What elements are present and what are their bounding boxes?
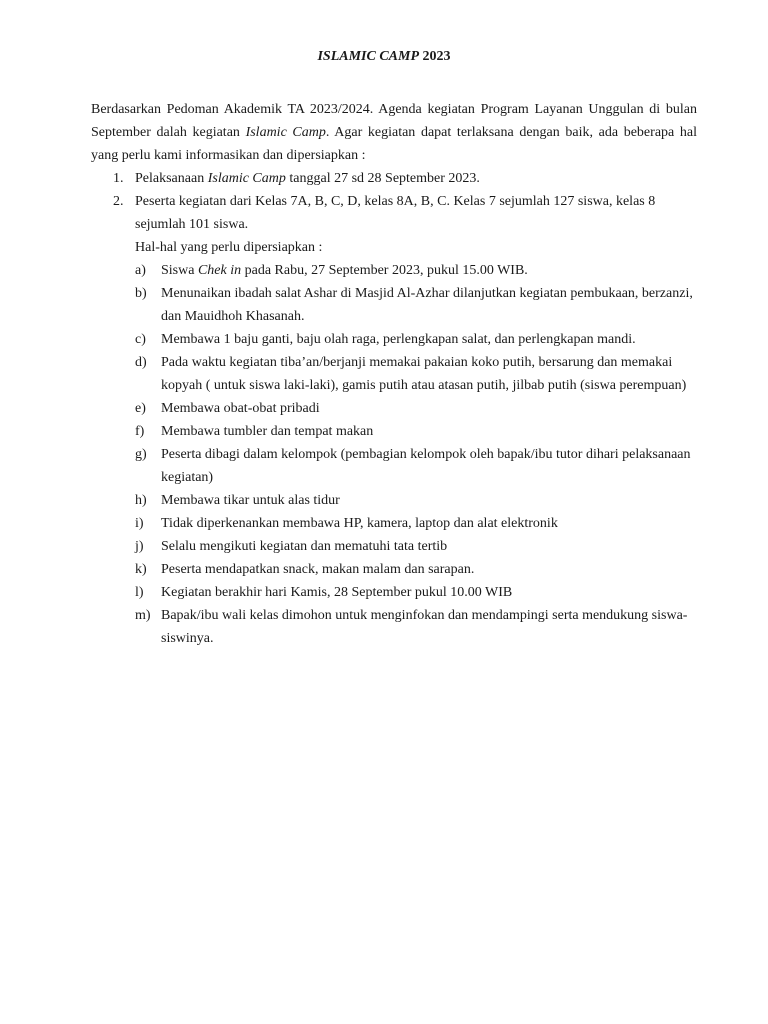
prep-text: Pada waktu kegiatan tiba’an/berjanji memakai pakaian koko putih, bersarung dan memakai kopyah ( untuk siswa laki-laki), gamis putih atau atasan putih, jilbab putih (siswa perempuan) xyxy=(161,355,687,393)
prep-item-m xyxy=(135,604,697,650)
prep-text: Peserta mendapatkan snack, makan malam dan sarapan. xyxy=(161,562,475,577)
prep-marker: e) xyxy=(135,401,146,416)
prep-text: Peserta dibagi dalam kelompok (pembagian kelompok oleh bapak/ibu tutor dihari pelaksanaan kegiatan) xyxy=(161,447,691,485)
prep-marker: k) xyxy=(135,562,147,577)
numbered-text-2: tanggal 27 sd 28 September 2023. xyxy=(285,171,480,186)
prep-marker: j) xyxy=(135,539,144,554)
prep-marker: d) xyxy=(135,355,147,370)
numbered-item-2 xyxy=(91,190,697,236)
prep-text: Membawa 1 baju ganti, baju olah raga, perlengkapan salat, dan perlengkapan mandi. xyxy=(161,332,636,347)
prep-item-b xyxy=(135,282,697,328)
intro-paragraph xyxy=(91,98,697,167)
page-title xyxy=(0,45,768,68)
prep-item-f xyxy=(135,420,697,443)
prep-marker: a) xyxy=(135,263,146,278)
numbered-list xyxy=(91,167,697,259)
prep-text: Kegiatan berakhir hari Kamis, 28 September pukul 10.00 WIB xyxy=(161,585,513,600)
prep-text: Membawa obat-obat pribadi xyxy=(161,401,320,416)
prep-item-l xyxy=(135,581,697,604)
prep-item-e xyxy=(135,397,697,420)
prep-text-2: pada Rabu, 27 September 2023, pukul 15.00 WIB. xyxy=(241,263,528,278)
title-italic: ISLAMIC CAMP xyxy=(317,49,420,64)
prep-marker: l) xyxy=(135,585,144,600)
numbered-text-1: Pelaksanaan xyxy=(135,171,208,186)
prep-list xyxy=(135,259,697,650)
numbered-text: Peserta kegiatan dari Kelas 7A, B, C, D, kelas 8A, B, C. Kelas 7 sejumlah 127 siswa, kelas 8 sejumlah 101 siswa. xyxy=(135,194,656,232)
prep-italic: Chek in xyxy=(197,263,242,278)
prep-marker: c) xyxy=(135,332,146,347)
prep-marker: m) xyxy=(135,608,151,623)
prep-text: Tidak diperkenankan membawa HP, kamera, laptop dan alat elektronik xyxy=(161,516,558,531)
prep-item-d xyxy=(135,351,697,397)
prep-item-k xyxy=(135,558,697,581)
prep-text: Selalu mengikuti kegiatan dan mematuhi tata tertib xyxy=(161,539,448,554)
prep-item-c xyxy=(135,328,697,351)
prep-marker: i) xyxy=(135,516,144,531)
prep-text: Membawa tikar untuk alas tidur xyxy=(161,493,340,508)
numbered-item-1 xyxy=(91,167,697,190)
numbered-marker: 2. xyxy=(113,194,124,209)
prep-marker: h) xyxy=(135,493,147,508)
prep-text: Bapak/ibu wali kelas dimohon untuk menginfokan dan mendampingi serta mendukung siswa-siswinya. xyxy=(161,608,688,646)
intro-text-1: Berdasarkan Pedoman Akademik TA 2023/2024. Agenda kegiatan Program Layanan Unggulan di bulan September dalah kegiatan xyxy=(91,102,697,140)
prep-item-i xyxy=(135,512,697,535)
prep-item-a xyxy=(135,259,697,282)
prep-heading: Hal-hal yang perlu dipersiapkan : xyxy=(135,240,323,255)
intro-text-2: . Agar kegiatan dapat terlaksana dengan baik, ada beberapa hal yang perlu kami informasikan dan dipersiapkan : xyxy=(91,125,697,163)
prep-marker: f) xyxy=(135,424,145,439)
prep-item-j xyxy=(135,535,697,558)
prep-marker: g) xyxy=(135,447,147,462)
numbered-text xyxy=(135,167,697,190)
intro-italic: Islamic Camp xyxy=(245,125,326,140)
numbered-italic: Islamic Camp xyxy=(207,171,286,186)
prep-text-1: Siswa xyxy=(161,263,198,278)
prep-item-g xyxy=(135,443,697,489)
prep-item-h xyxy=(135,489,697,512)
prep-text xyxy=(161,259,697,282)
prep-marker: b) xyxy=(135,286,147,301)
title-year: 2023 xyxy=(422,49,451,64)
prep-text: Membawa tumbler dan tempat makan xyxy=(161,424,374,439)
prep-text: Menunaikan ibadah salat Ashar di Masjid Al-Azhar dilanjutkan kegiatan pembukaan, berzanzi, dan Mauidhoh Khasanah. xyxy=(161,286,693,324)
numbered-marker: 1. xyxy=(113,171,124,186)
